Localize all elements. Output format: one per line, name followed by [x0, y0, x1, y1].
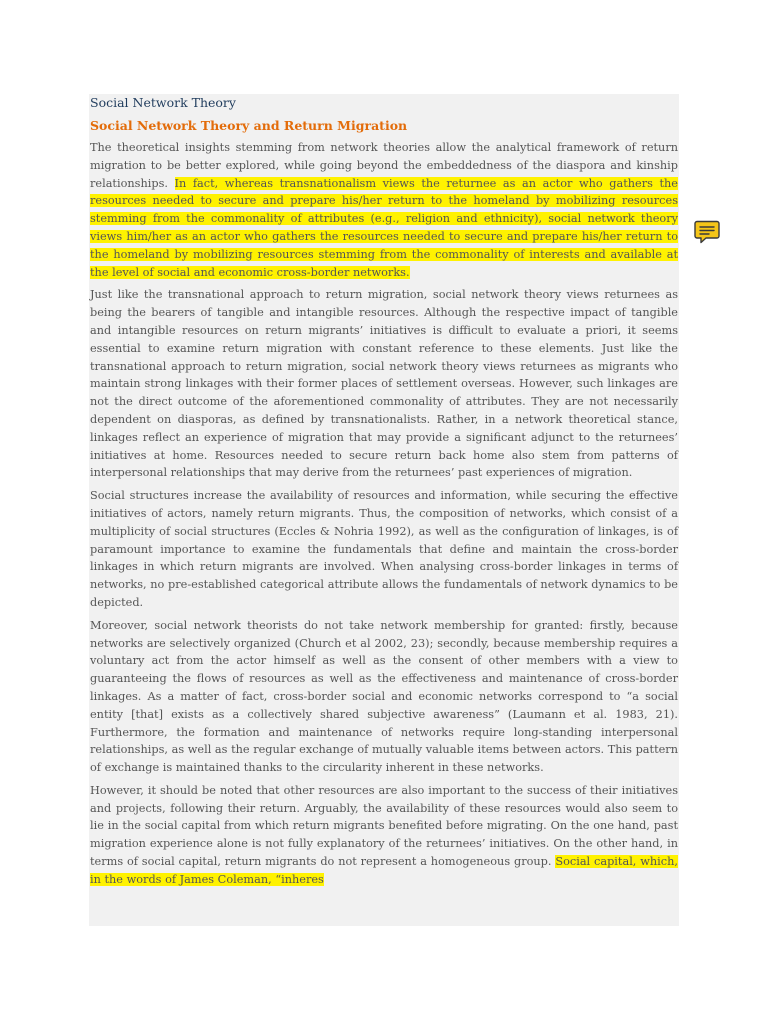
paragraph-text: The theoretical insights stemming from network theories allow the analytical framework of return migration to be better explored, while going beyond the embeddedness of the diaspora and kinship relationships. — [90, 141, 678, 190]
paragraph-3 — [89, 487, 679, 612]
highlighted-text[interactable]: Social capital, which, in the words of James Coleman, “inheres — [90, 855, 678, 886]
paragraph-text: Just like the transnational approach to return migration, social network theory views returnees as being the bearers of tangible and intangible resources. Although the respective impact of tangible and intangible resources on return migrants’ initiatives is difficult to evaluate a priori, it seems essential to examine return migration with constant reference to these elements. Just like the transnational approach to return migration, social network theory views returnees as migrants who maintain strong linkages with their former places of settlement overseas. However, such linkages are not the direct outcome of the aforementioned commonality of attributes. They are not necessarily dependent on diasporas, as defined by transnationalists. Rather, in a network theoretical stance, linkages reflect an experience of migration that may provide a significant adjunct to the returnees’ initiatives at home. Resources needed to secure return back home also stem from patterns of interpersonal relationships that may derive from the returnees’ past experiences of migration. — [90, 288, 678, 480]
highlighted-text[interactable]: In fact, whereas transnationalism views the returnee as an actor who gathers the resources needed to secure and prepare his/her return to the homeland by mobilizing resources stemming from the commonality of attributes (e.g., religion and ethnicity), social network theory views him/her as an actor who gathers the resources needed to secure and prepare his/her return to the homeland by mobilizing resources stemming from the commonality of interests and available at the level of social and economic cross-border networks. — [90, 176, 678, 279]
paragraph-4 — [89, 617, 679, 777]
section-subtitle: Social Network Theory and Return Migration — [90, 118, 408, 133]
document-body — [89, 94, 679, 926]
section-title: Social Network Theory — [90, 95, 236, 110]
paragraph-1 — [89, 139, 679, 281]
comment-icon-graphic — [694, 219, 720, 245]
paragraph-2 — [89, 286, 679, 482]
paragraph-text: However, it should be noted that other resources are also important to the success of their initiatives and projects, following their return. Arguably, the availability of these resources would also seem to lie in the social capital from which return migrants benefited before migrating. On the one hand, past migration experience alone is not fully explanatory of the returnees’ initiatives. On the other hand, in terms of social capital, return migrants do not represent a homogeneous group. — [90, 783, 678, 869]
paragraph-text: Social structures increase the availability of resources and information, while securing the effective initiatives of actors, namely return migrants. Thus, the composition of networks, which consist of a multiplicity of social structures (Eccles & Nohria 1992), as well as the configuration of linkages, is of paramount importance to examine the fundamentals that define and maintain the cross-border linkages in which return migrants are involved. When analysing cross-border linkages in terms of networks, no pre-established categorical attribute allows the fundamentals of network dynamics to be depicted. — [90, 489, 678, 609]
paragraph-text: Moreover, social network theorists do not take network membership for granted: firstly, because networks are selectively organized (Church et al 2002, 23); secondly, because membership requires a voluntary act from the actor himself as well as the consent of other members with a view to guaranteeing the flows of resources as well as the effectiveness and maintenance of cross-border linkages. As a matter of fact, cross-border social and economic networks correspond to “a social entity [that] exists as a collectively shared subjective awareness” (Laumann et al. 1983, 21). Furthermore, the formation and maintenance of networks require long-standing interpersonal relationships, as well as the regular exchange of mutually valuable items between actors. This pattern of exchange is maintained thanks to the circularity inherent in these networks. — [90, 618, 678, 775]
paragraph-5 — [89, 782, 679, 889]
comment-icon[interactable] — [694, 219, 720, 245]
